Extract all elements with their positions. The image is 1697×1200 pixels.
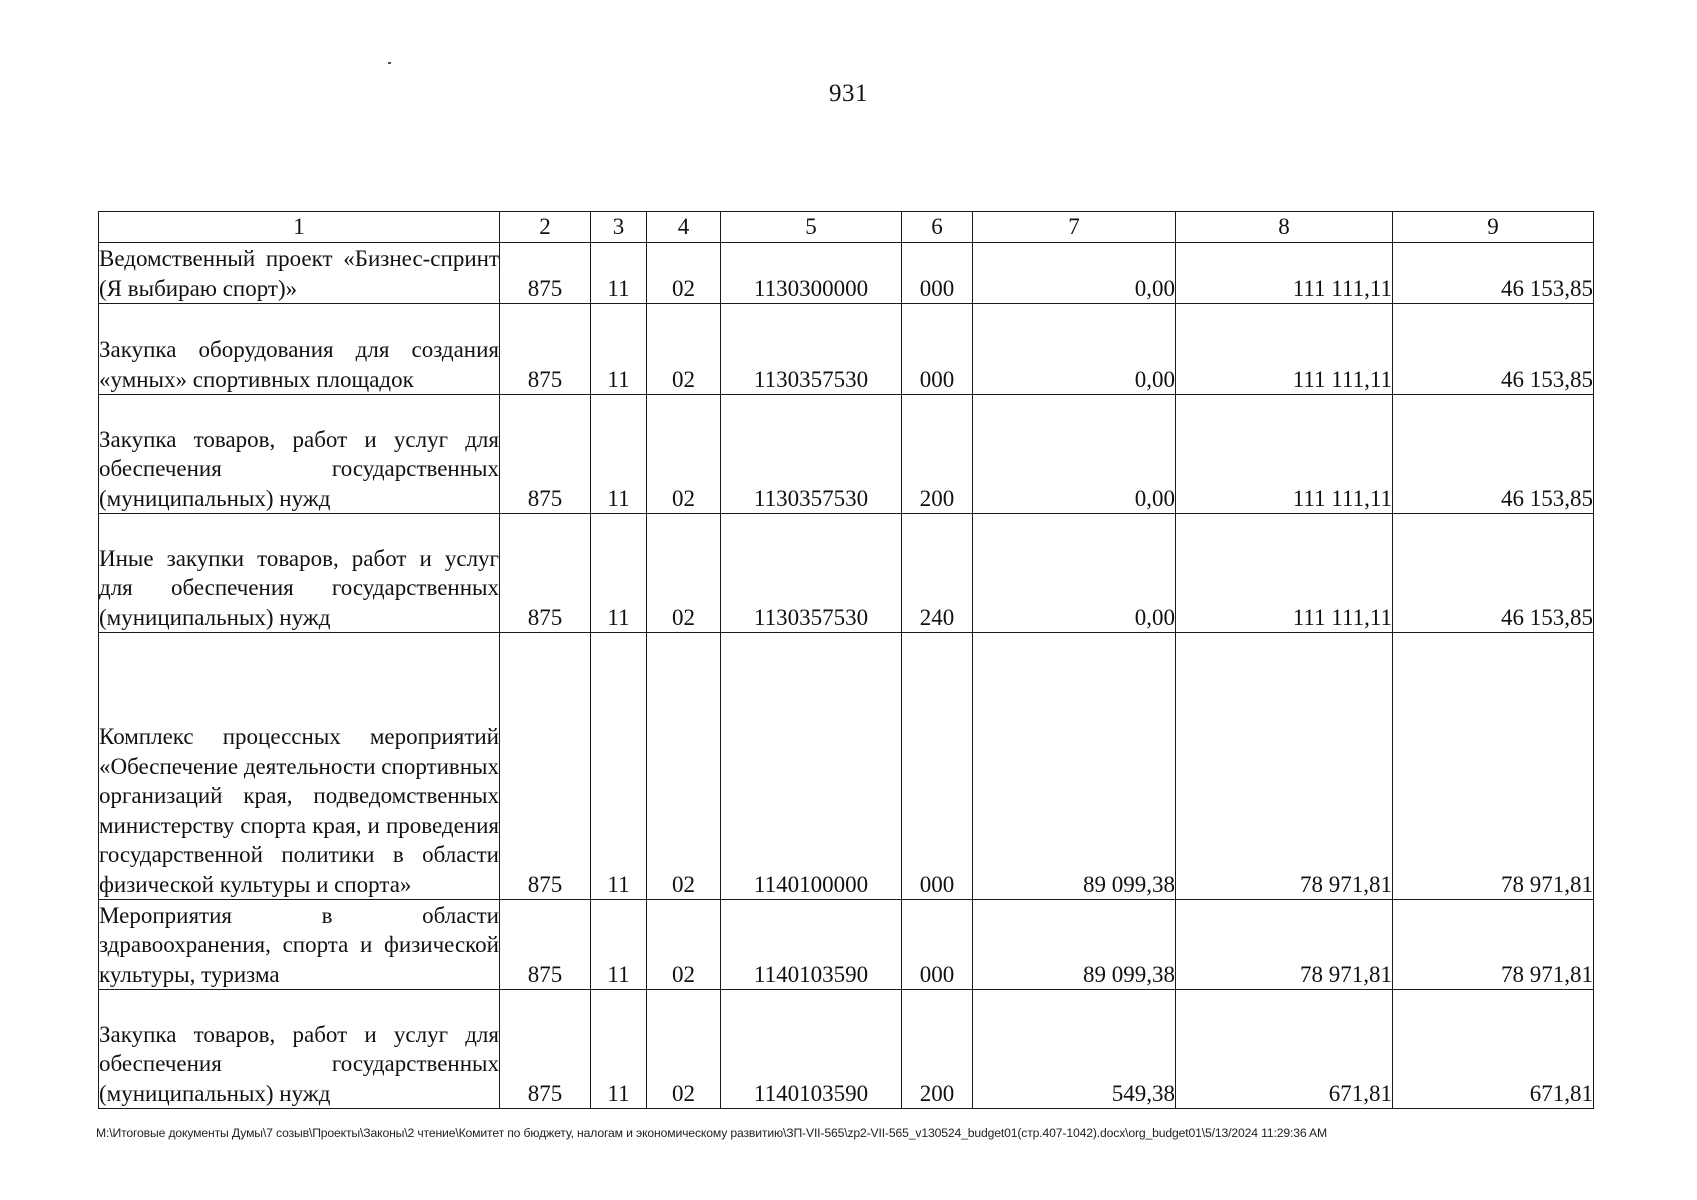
row-grbs: 875 (500, 633, 591, 900)
row-target-article: 1140100000 (721, 633, 902, 900)
row-grbs: 875 (500, 395, 591, 514)
row-amount-8: 111 111,11 (1176, 243, 1393, 304)
row-target-article: 1130357530 (721, 514, 902, 633)
row-expense-type: 000 (902, 900, 973, 990)
row-target-article: 1140103590 (721, 990, 902, 1109)
row-subsection: 02 (647, 395, 721, 514)
column-header-7: 7 (973, 212, 1176, 243)
row-section: 11 (591, 633, 647, 900)
row-name: Иные закупки товаров, работ и услуг для обеспечения государственных (муниципальных) нужд (99, 514, 500, 633)
row-expense-type: 200 (902, 395, 973, 514)
row-grbs: 875 (500, 514, 591, 633)
row-amount-9: 78 971,81 (1393, 633, 1594, 900)
row-expense-type: 000 (902, 633, 973, 900)
row-amount-8: 78 971,81 (1176, 900, 1393, 990)
row-expense-type: 240 (902, 514, 973, 633)
column-header-3: 3 (591, 212, 647, 243)
row-subsection: 02 (647, 514, 721, 633)
row-subsection: 02 (647, 990, 721, 1109)
column-header-2: 2 (500, 212, 591, 243)
row-grbs: 875 (500, 990, 591, 1109)
row-target-article: 1130357530 (721, 304, 902, 395)
row-amount-9: 46 153,85 (1393, 395, 1594, 514)
row-amount-9: 46 153,85 (1393, 243, 1594, 304)
row-amount-7: 89 099,38 (973, 900, 1176, 990)
row-subsection: 02 (647, 900, 721, 990)
row-amount-9: 46 153,85 (1393, 514, 1594, 633)
row-name: Ведомственный проект «Бизнес-спринт (Я выбираю спорт)» (99, 243, 500, 304)
row-expense-type: 000 (902, 243, 973, 304)
row-name: Закупка оборудования для создания «умных» спортивных площадок (99, 304, 500, 395)
row-name: Закупка товаров, работ и услуг для обеспечения государственных (муниципальных) нужд (99, 990, 500, 1109)
row-section: 11 (591, 243, 647, 304)
row-amount-8: 111 111,11 (1176, 514, 1393, 633)
row-target-article: 1130300000 (721, 243, 902, 304)
row-amount-8: 78 971,81 (1176, 633, 1393, 900)
row-amount-8: 671,81 (1176, 990, 1393, 1109)
row-section: 11 (591, 395, 647, 514)
row-amount-7: 89 099,38 (973, 633, 1176, 900)
column-header-4: 4 (647, 212, 721, 243)
row-amount-7: 0,00 (973, 304, 1176, 395)
row-name: Закупка товаров, работ и услуг для обеспечения государственных (муниципальных) нужд (99, 395, 500, 514)
scan-speck (388, 62, 391, 64)
table-row (99, 243, 1594, 304)
row-amount-7: 549,38 (973, 990, 1176, 1109)
column-header-5: 5 (721, 212, 902, 243)
table-row (99, 395, 1594, 514)
table-row (99, 900, 1594, 990)
row-name: Комплекс процессных мероприятий «Обеспечение деятельности спортивных организаций края, подведомственных министерству спорта края, и проведения государственной политики в области физической культуры и спорта» (99, 633, 500, 900)
budget-table (98, 211, 1594, 1109)
row-grbs: 875 (500, 900, 591, 990)
column-header-6: 6 (902, 212, 973, 243)
column-number-row (99, 212, 1594, 243)
table-row (99, 990, 1594, 1109)
table-row (99, 633, 1594, 900)
row-expense-type: 200 (902, 990, 973, 1109)
row-section: 11 (591, 304, 647, 395)
row-amount-9: 671,81 (1393, 990, 1594, 1109)
row-section: 11 (591, 990, 647, 1109)
row-amount-7: 0,00 (973, 243, 1176, 304)
table-row (99, 304, 1594, 395)
row-section: 11 (591, 900, 647, 990)
row-subsection: 02 (647, 243, 721, 304)
row-grbs: 875 (500, 243, 591, 304)
row-grbs: 875 (500, 304, 591, 395)
row-subsection: 02 (647, 304, 721, 395)
column-header-1: 1 (99, 212, 500, 243)
page-number: 931 (829, 80, 868, 107)
row-amount-8: 111 111,11 (1176, 304, 1393, 395)
row-amount-9: 78 971,81 (1393, 900, 1594, 990)
column-header-9: 9 (1393, 212, 1594, 243)
row-target-article: 1130357530 (721, 395, 902, 514)
row-subsection: 02 (647, 633, 721, 900)
column-header-8: 8 (1176, 212, 1393, 243)
row-expense-type: 000 (902, 304, 973, 395)
row-amount-9: 46 153,85 (1393, 304, 1594, 395)
table-row (99, 514, 1594, 633)
row-section: 11 (591, 514, 647, 633)
document-file-path-footer: M:\Итоговые документы Думы\7 созыв\Проекты\Законы\2 чтение\Комитет по бюджету, налогам и экономическому развитию\ЗП-VII-565\zp2-VII-565_v130524_budget01(стр.407-1042).docx\org_budget01\5/13/2024 11:29:36 AM (96, 1126, 1328, 1140)
row-amount-7: 0,00 (973, 514, 1176, 633)
row-name: Мероприятия в области здравоохранения, спорта и физической культуры, туризма (99, 900, 500, 990)
row-amount-8: 111 111,11 (1176, 395, 1393, 514)
row-amount-7: 0,00 (973, 395, 1176, 514)
row-target-article: 1140103590 (721, 900, 902, 990)
